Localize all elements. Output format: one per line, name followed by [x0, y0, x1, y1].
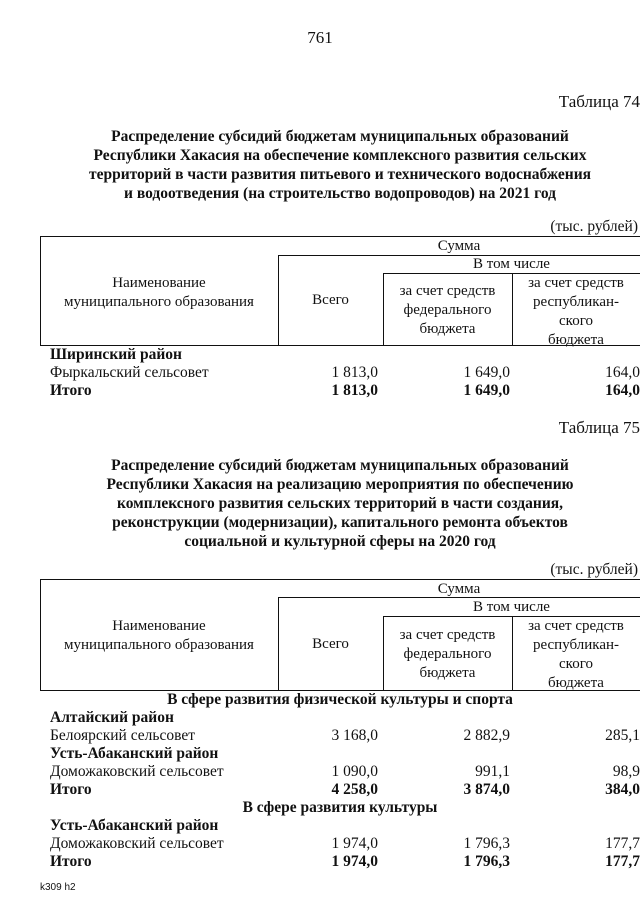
table-caption: Распределение субсидий бюджетам муниципальных образований Республики Хакасия на обеспечение комплексного развития сельских территорий в части развития питьевого и технического водоснабжения и водоотведения (на строительство водопроводов) на 2021 год [88, 128, 592, 202]
table-row: Усть-Абаканский район [50, 745, 219, 762]
table-row: Ширинский район [50, 346, 182, 363]
section-heading: В сфере развития культуры [242, 799, 438, 816]
table-row: Фыркальский сельсовет 1 813,0 1 649,0 164,0 [50, 364, 640, 381]
page-number: 761 [307, 28, 333, 47]
table-row: Белоярский сельсовет 3 168,0 2 882,9 285,1 [50, 727, 640, 744]
header-name: Наименование муниципального образования [64, 275, 254, 310]
header-federal: за счет средств федерального бюджета [399, 283, 496, 337]
footer-code: k309 h2 [40, 882, 76, 893]
section-heading: В сфере развития физической культуры и спорта [167, 691, 513, 708]
header-total: Всего [312, 636, 349, 652]
table-label: Таблица 74 [558, 92, 640, 111]
table-row: Алтайский район [50, 709, 174, 726]
header-republic: за счет средств республикан- ского бюджета [528, 618, 624, 691]
units-label: (тыс. рублей) [550, 218, 638, 235]
header-sum: Сумма [437, 581, 481, 597]
header-total: Всего [312, 292, 349, 308]
header-sum: Сумма [437, 238, 481, 254]
table-row: Доможаковский сельсовет 1 974,0 1 796,3 177,7 [50, 835, 640, 852]
table-caption: Распределение субсидий бюджетам муниципальных образований Республики Хакасия на реализацию мероприятия по обеспечению комплексного развития сельских территорий в части создания, реконструкции (модернизации), капитального ремонта объектов социальной и культурной сферы на 2020 год [106, 457, 574, 550]
table-label: Таблица 75 [558, 418, 640, 437]
table-row-total: Итого 4 258,0 3 874,0 384,0 [50, 781, 640, 798]
header-including: В том числе [473, 256, 550, 272]
header-republic: за счет средств республикан- ского бюджета [528, 275, 624, 348]
table-row-total: Итого 1 813,0 1 649,0 164,0 [50, 382, 640, 399]
header-name: Наименование муниципального образования [64, 618, 254, 653]
header-federal: за счет средств федерального бюджета [399, 627, 496, 681]
header-including: В том числе [473, 599, 550, 615]
units-label: (тыс. рублей) [550, 561, 638, 578]
table-row-total: Итого 1 974,0 1 796,3 177,7 [50, 853, 640, 870]
table-row: Доможаковский сельсовет 1 090,0 991,1 98,9 [50, 763, 640, 780]
table-row: Усть-Абаканский район [50, 817, 219, 834]
